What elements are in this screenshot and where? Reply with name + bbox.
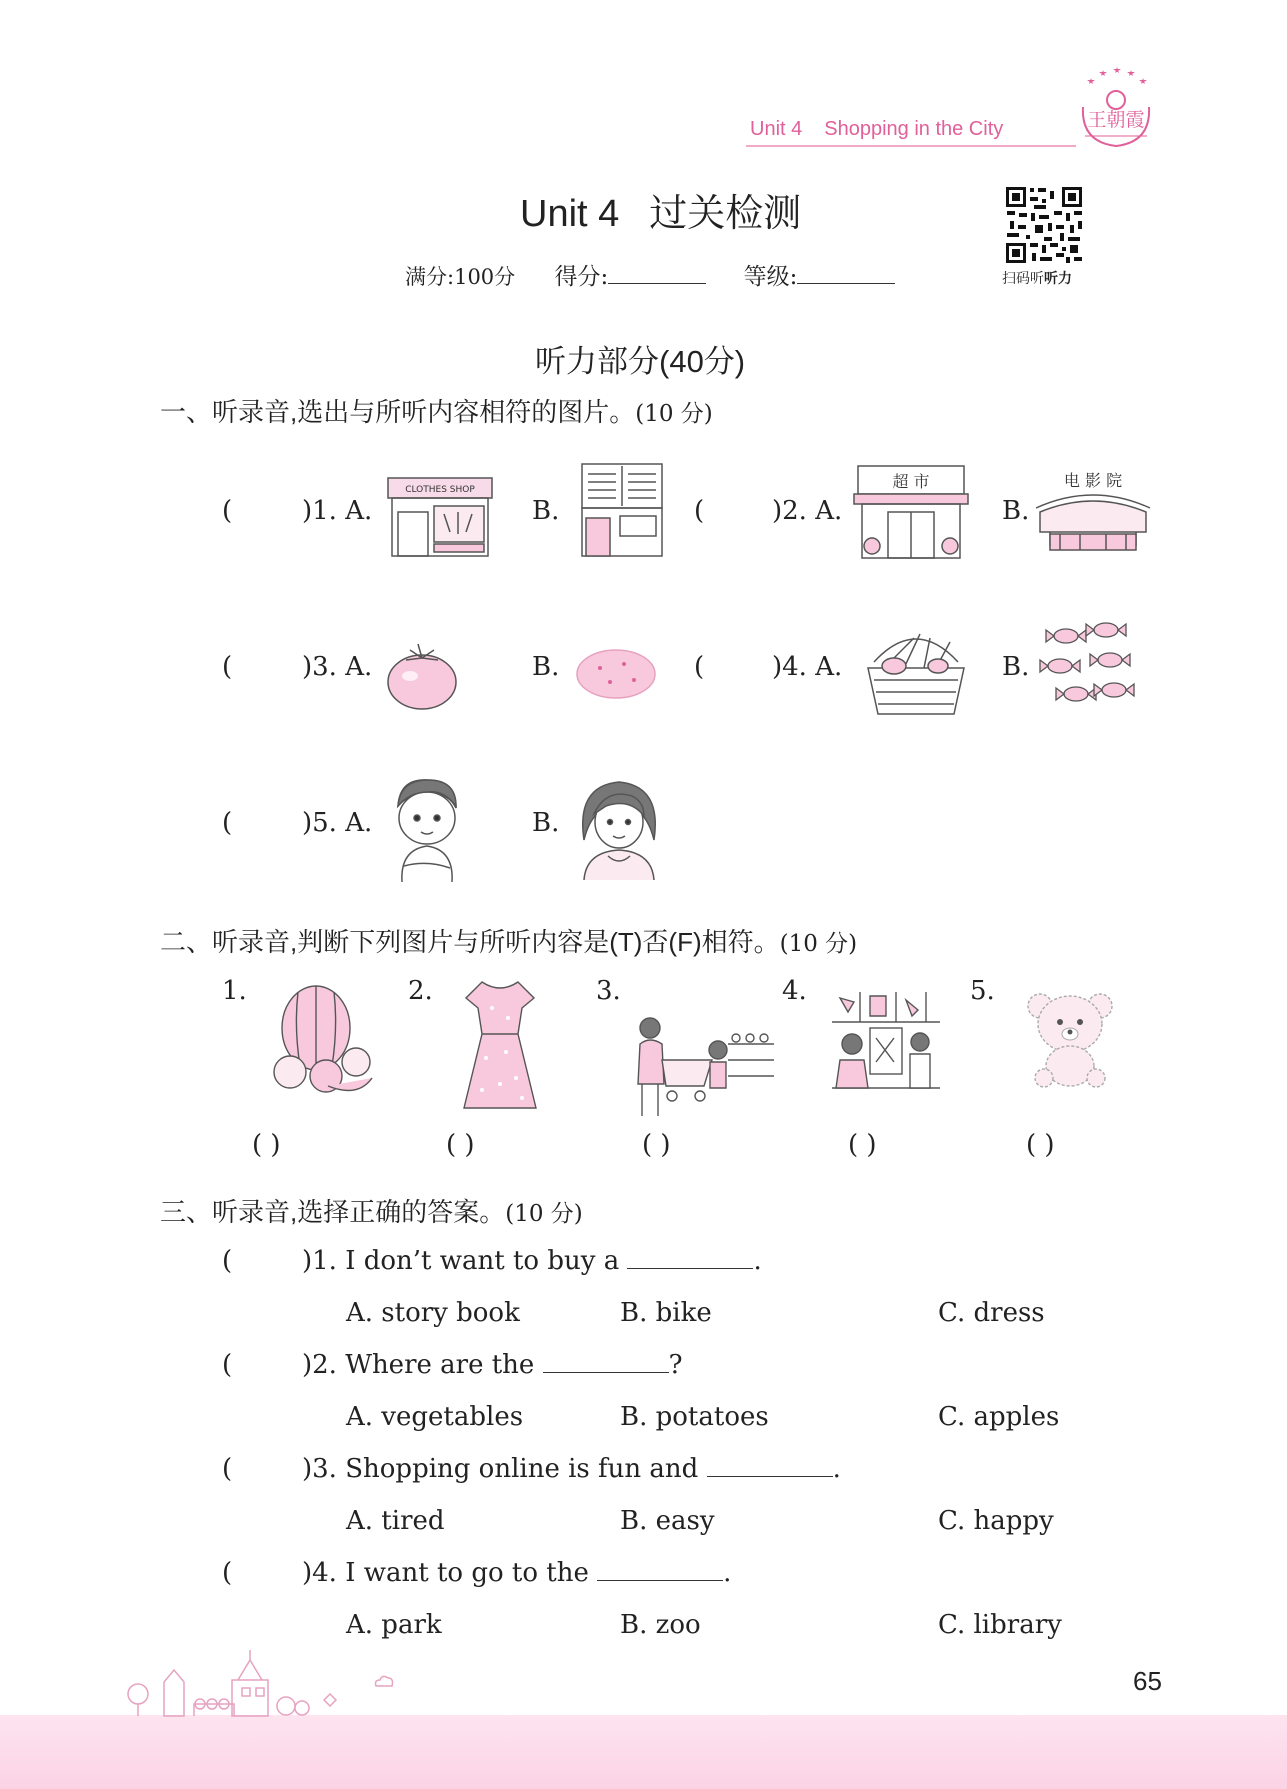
part2-item-2-num: 2.	[408, 976, 433, 1006]
part1-item-5-b: B.	[532, 808, 560, 838]
answer-paren[interactable]: (	[222, 1246, 233, 1276]
part2-item-5-num: 5.	[970, 976, 995, 1006]
option-b[interactable]: B. bike	[620, 1298, 712, 1328]
boy-pic[interactable]	[388, 776, 466, 884]
watermelon-fruits-pic[interactable]	[268, 978, 378, 1098]
tf-answer-3[interactable]: ( )	[642, 1130, 671, 1160]
dress-pic[interactable]	[462, 978, 538, 1110]
part1-item-2-num: )2. A.	[772, 496, 843, 526]
qr-label: 扫码听听力	[1002, 270, 1072, 286]
vegetable-basket-pic[interactable]	[864, 622, 968, 718]
part3-q4: )4. I want to go to the .	[302, 1558, 732, 1588]
part3-title: 三、听录音,选择正确的答案。(10 分)	[160, 1197, 583, 1227]
svg-text:王朝霞: 王朝霞	[1087, 109, 1145, 131]
svg-text:电 影 院: 电 影 院	[1063, 471, 1123, 490]
option-c[interactable]: C. library	[938, 1610, 1062, 1640]
page-number: 65	[1133, 1666, 1162, 1696]
part1-item-5-num: )5. A.	[302, 808, 373, 838]
tf-answer-4[interactable]: ( )	[848, 1130, 877, 1160]
answer-paren[interactable]: (	[222, 1350, 233, 1380]
clothes-shopping-pic[interactable]	[830, 988, 942, 1100]
part2-item-4-num: 4.	[782, 976, 807, 1006]
potato-pic[interactable]	[574, 646, 658, 702]
option-c[interactable]: C. apples	[938, 1402, 1060, 1432]
town-decoration-icon	[120, 1648, 360, 1718]
part1-item-4-num: )4. A.	[772, 652, 843, 682]
answer-paren[interactable]: (	[222, 808, 233, 838]
svg-text:超 市: 超 市	[892, 472, 930, 491]
score-blank[interactable]	[608, 283, 706, 284]
fill-blank[interactable]	[707, 1476, 833, 1477]
score-line: 满分:100分 得分: 等级:	[405, 258, 895, 291]
part1-item-3-num: )3. A.	[302, 652, 373, 682]
header-divider	[746, 145, 1076, 147]
answer-paren[interactable]: (	[694, 496, 705, 526]
running-header	[750, 118, 1025, 141]
listening-section-title: 听力部分(40分)	[535, 344, 746, 379]
tomato-pic[interactable]	[382, 640, 462, 712]
tf-answer-5[interactable]: ( )	[1026, 1130, 1055, 1160]
option-c[interactable]: C. dress	[938, 1298, 1045, 1328]
part1-item-1-b: B.	[532, 496, 560, 526]
woman-pic[interactable]	[576, 776, 662, 880]
grade-blank[interactable]	[797, 283, 895, 284]
option-a[interactable]: A. park	[346, 1610, 442, 1640]
part1-item-3-b: B.	[532, 652, 560, 682]
header-unit: Unit 4	[750, 118, 803, 140]
answer-paren[interactable]: (	[694, 652, 705, 682]
part1-item-1-num: )1. A.	[302, 496, 373, 526]
answer-paren[interactable]: (	[222, 1454, 233, 1484]
part1-title: 一、听录音,选出与所听内容相符的图片。(10 分)	[160, 397, 713, 427]
answer-paren[interactable]: (	[222, 652, 233, 682]
part3-q3: )3. Shopping online is fun and .	[302, 1454, 841, 1484]
answer-paren[interactable]: (	[222, 1558, 233, 1588]
part3-q1: )1. I don’t want to buy a .	[302, 1246, 762, 1276]
option-b[interactable]: B. potatoes	[620, 1402, 769, 1432]
cloud-decoration-icon	[372, 1672, 396, 1692]
option-c[interactable]: C. happy	[938, 1506, 1054, 1536]
option-b[interactable]: B. easy	[620, 1506, 715, 1536]
tf-answer-1[interactable]: ( )	[252, 1130, 281, 1160]
part1-item-4-b: B.	[1002, 652, 1030, 682]
part2-title: 二、听录音,判断下列图片与所听内容是(T)否(F)相符。(10 分)	[160, 927, 858, 957]
option-b[interactable]: B. zoo	[620, 1610, 701, 1640]
supermarket-pic[interactable]	[852, 462, 970, 562]
header-topic: Shopping in the City	[824, 118, 1004, 140]
bookstore-pic[interactable]	[576, 460, 668, 558]
fill-blank[interactable]	[627, 1268, 753, 1269]
fill-blank[interactable]	[597, 1580, 723, 1581]
svg-text:CLOTHES SHOP: CLOTHES SHOP	[405, 485, 475, 495]
qr-code-icon[interactable]	[1004, 185, 1084, 265]
option-a[interactable]: A. vegetables	[346, 1402, 524, 1432]
part3-q2: )2. Where are the ?	[302, 1350, 683, 1380]
option-a[interactable]: A. story book	[346, 1298, 520, 1328]
teddy-bear-pic[interactable]	[1024, 988, 1116, 1088]
part1-item-2-b: B.	[1002, 496, 1030, 526]
page-title: Unit 4 过关检测	[520, 193, 802, 235]
part2-item-1-num: 1.	[222, 976, 247, 1006]
cinema-pic[interactable]	[1030, 468, 1156, 554]
part2-item-3-num: 3.	[596, 976, 621, 1006]
supermarket-shopping-pic[interactable]	[628, 1014, 776, 1126]
footer-band	[0, 1715, 1287, 1789]
answer-paren[interactable]: (	[222, 496, 233, 526]
tf-answer-2[interactable]: ( )	[446, 1130, 475, 1160]
candies-pic[interactable]	[1036, 620, 1136, 708]
fill-blank[interactable]	[543, 1372, 669, 1373]
clothes-shop-pic[interactable]	[384, 472, 496, 558]
option-a[interactable]: A. tired	[346, 1506, 445, 1536]
publisher-logo-icon	[1075, 62, 1157, 152]
